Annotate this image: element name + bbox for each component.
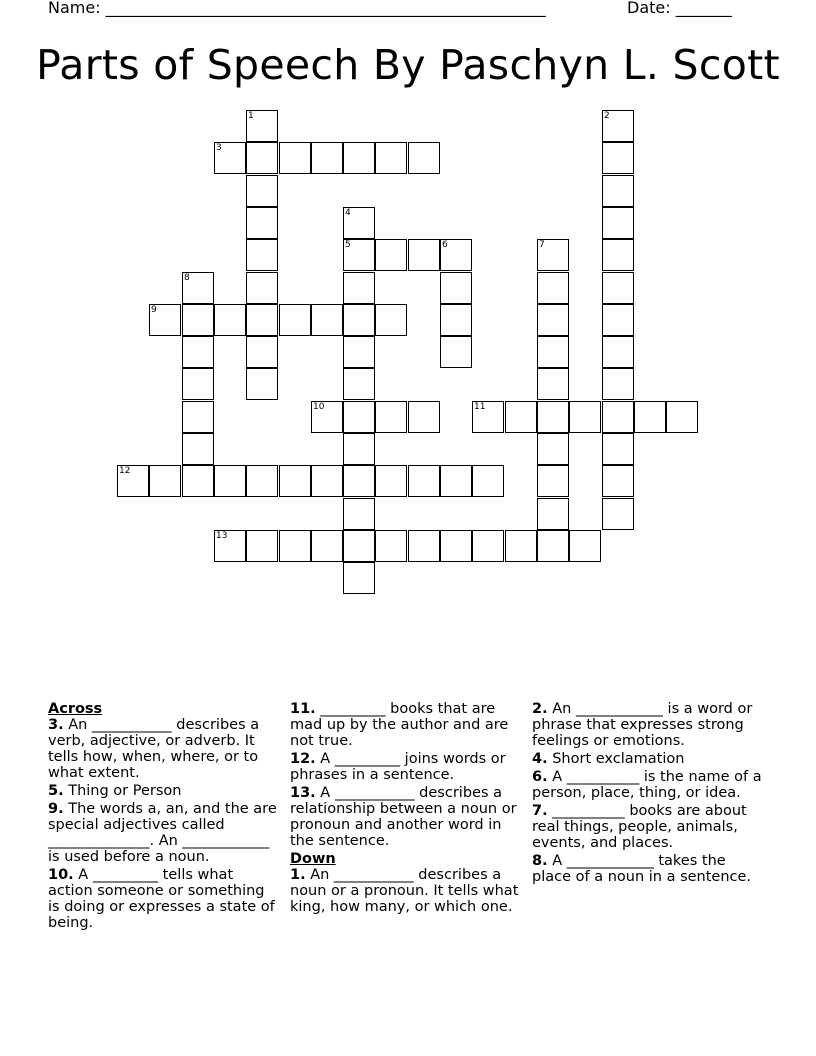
crossword-cell[interactable] — [343, 207, 375, 239]
crossword-cell[interactable] — [343, 562, 375, 594]
crossword-cell[interactable] — [602, 272, 634, 304]
crossword-cell[interactable] — [279, 530, 311, 562]
crossword-cell[interactable] — [279, 304, 311, 336]
crossword-cell[interactable] — [408, 530, 440, 562]
crossword-cell[interactable] — [537, 498, 569, 530]
clue-text: A _________ tells what action someone or something is doing or expresses a state of being. — [48, 867, 275, 931]
date-field-label: Date: _______ — [627, 0, 732, 17]
crossword-cell[interactable] — [569, 401, 601, 433]
across-heading: Across — [48, 701, 103, 717]
crossword-cell[interactable] — [246, 207, 278, 239]
down-clue-1 — [290, 867, 522, 915]
crossword-cell[interactable] — [149, 304, 181, 336]
crossword-cell[interactable] — [569, 530, 601, 562]
cell-number: 8 — [184, 273, 190, 283]
cell-number: 1 — [248, 111, 254, 121]
crossword-cell[interactable] — [246, 175, 278, 207]
crossword-cell[interactable] — [440, 530, 472, 562]
clue-number: 10. — [48, 867, 74, 883]
name-field-label: Name: _______________________________________________________ — [48, 0, 546, 17]
crossword-cell[interactable] — [602, 465, 634, 497]
clue-text: An ___________ describes a noun or a pronoun. It tells what king, how many, or which one. — [290, 867, 519, 915]
clue-number: 8. — [532, 853, 548, 869]
crossword-cell[interactable] — [246, 272, 278, 304]
crossword-cell[interactable] — [602, 336, 634, 368]
clue-text: A __________ is the name of a person, place, thing, or idea. — [532, 769, 762, 801]
crossword-cell[interactable] — [634, 401, 666, 433]
crossword-cell[interactable] — [149, 465, 181, 497]
down-heading: Down — [290, 851, 336, 867]
crossword-cell[interactable] — [375, 239, 407, 271]
crossword-cell[interactable] — [602, 304, 634, 336]
crossword-cell[interactable] — [343, 304, 375, 336]
clue-text: __________ books are about real things, people, animals, events, and places. — [532, 803, 747, 851]
crossword-cell[interactable] — [311, 304, 343, 336]
crossword-cell[interactable] — [666, 401, 698, 433]
across-clue-5 — [48, 783, 280, 799]
crossword-cell[interactable] — [408, 239, 440, 271]
crossword-cell[interactable] — [537, 239, 569, 271]
clue-text: _________ books that are mad up by the author and are not true. — [290, 701, 509, 749]
crossword-cell[interactable] — [602, 498, 634, 530]
crossword-cell[interactable] — [246, 142, 278, 174]
cell-number: 10 — [313, 402, 325, 412]
crossword-cell[interactable] — [408, 401, 440, 433]
crossword-cell[interactable] — [343, 239, 375, 271]
crossword-cell[interactable] — [246, 336, 278, 368]
crossword-cell[interactable] — [246, 304, 278, 336]
crossword-cell[interactable] — [440, 304, 472, 336]
clue-number: 11. — [290, 701, 316, 717]
across-clue-12 — [290, 751, 522, 783]
crossword-cell[interactable] — [537, 530, 569, 562]
down-clue-4 — [532, 751, 768, 767]
down-clue-7 — [532, 803, 768, 851]
across-clue-11 — [290, 701, 522, 749]
clue-text: A _________ joins words or phrases in a sentence. — [290, 751, 506, 783]
crossword-cell[interactable] — [375, 142, 407, 174]
cell-number: 11 — [474, 402, 486, 412]
crossword-cell[interactable] — [343, 465, 375, 497]
crossword-cell[interactable] — [440, 239, 472, 271]
clue-text: A ____________ takes the place of a noun in a sentence. — [532, 853, 752, 885]
crossword-cell[interactable] — [182, 304, 214, 336]
clue-text: A ___________ describes a relationship between a noun or pronoun and another word in the sentence. — [290, 785, 517, 849]
crossword-cell[interactable] — [602, 175, 634, 207]
cell-number: 5 — [345, 240, 351, 250]
crossword-cell[interactable] — [537, 368, 569, 400]
crossword-cell[interactable] — [602, 110, 634, 142]
down-clue-6 — [532, 769, 768, 801]
crossword-cell[interactable] — [182, 272, 214, 304]
cell-number: 6 — [442, 240, 448, 250]
crossword-cell[interactable] — [472, 401, 504, 433]
crossword-cell[interactable] — [246, 110, 278, 142]
cell-number: 2 — [604, 111, 610, 121]
crossword-cell[interactable] — [408, 465, 440, 497]
crossword-cell[interactable] — [505, 401, 537, 433]
clue-text: An ____________ is a word or phrase that expresses strong feelings or emotions. — [532, 701, 753, 749]
clue-number: 6. — [532, 769, 548, 785]
crossword-cell[interactable] — [182, 336, 214, 368]
across-clue-9 — [48, 801, 280, 865]
crossword-cell[interactable] — [311, 142, 343, 174]
crossword-cell[interactable] — [117, 465, 149, 497]
crossword-cell[interactable] — [537, 401, 569, 433]
crossword-cell[interactable] — [375, 304, 407, 336]
crossword-cell[interactable] — [182, 401, 214, 433]
clue-text: Short exclamation — [547, 751, 685, 767]
clue-number: 12. — [290, 751, 316, 767]
clue-text: Thing or Person — [63, 783, 182, 799]
crossword-cell[interactable] — [311, 401, 343, 433]
crossword-cell[interactable] — [602, 401, 634, 433]
clue-number: 2. — [532, 701, 548, 717]
clue-number: 9. — [48, 801, 64, 817]
crossword-cell[interactable] — [343, 498, 375, 530]
crossword-cell[interactable] — [311, 465, 343, 497]
cell-number: 3 — [216, 143, 222, 153]
crossword-cell[interactable] — [537, 304, 569, 336]
crossword-cell[interactable] — [602, 239, 634, 271]
crossword-cell[interactable] — [279, 142, 311, 174]
crossword-cell[interactable] — [214, 142, 246, 174]
across-clue-3 — [48, 717, 280, 781]
crossword-cell[interactable] — [537, 465, 569, 497]
crossword-cell[interactable] — [246, 239, 278, 271]
down-clue-8 — [532, 853, 768, 885]
crossword-cell[interactable] — [408, 142, 440, 174]
crossword-cell[interactable] — [440, 336, 472, 368]
crossword-cell[interactable] — [343, 530, 375, 562]
cell-number: 9 — [151, 305, 157, 315]
crossword-cell[interactable] — [602, 368, 634, 400]
clue-column-2 — [290, 701, 522, 917]
cell-number: 12 — [119, 466, 131, 476]
crossword-cell[interactable] — [472, 530, 504, 562]
cell-number: 7 — [539, 240, 545, 250]
clue-number: 13. — [290, 785, 316, 801]
clue-text: The words a, an, and the are special adjectives called ______________. An ____________ is used before a noun. — [48, 801, 277, 865]
crossword-cell[interactable] — [311, 530, 343, 562]
crossword-cell[interactable] — [537, 433, 569, 465]
clue-number: 5. — [48, 783, 64, 799]
crossword-cell[interactable] — [246, 368, 278, 400]
crossword-cell[interactable] — [505, 530, 537, 562]
crossword-cell[interactable] — [279, 465, 311, 497]
crossword-cell[interactable] — [375, 530, 407, 562]
crossword-cell[interactable] — [343, 368, 375, 400]
clue-number: 7. — [532, 803, 548, 819]
crossword-cell[interactable] — [182, 433, 214, 465]
crossword-cell[interactable] — [343, 401, 375, 433]
crossword-cell[interactable] — [246, 465, 278, 497]
cell-number: 4 — [345, 208, 351, 218]
down-clue-2 — [532, 701, 768, 749]
clue-column-3 — [532, 701, 768, 887]
clue-number: 4. — [532, 751, 548, 767]
crossword-cell[interactable] — [214, 304, 246, 336]
crossword-cell[interactable] — [602, 142, 634, 174]
clue-column-1 — [48, 701, 280, 933]
crossword-cell[interactable] — [214, 465, 246, 497]
crossword-cell[interactable] — [537, 336, 569, 368]
crossword-cell[interactable] — [602, 207, 634, 239]
clue-text: An ___________ describes a verb, adjective, or adverb. It tells how, when, where, or to what extent. — [48, 717, 260, 781]
crossword-cell[interactable] — [602, 433, 634, 465]
crossword-cell[interactable] — [343, 142, 375, 174]
crossword-cell[interactable] — [375, 401, 407, 433]
clue-number: 1. — [290, 867, 306, 883]
cell-number: 13 — [216, 531, 228, 541]
crossword-cell[interactable] — [182, 465, 214, 497]
crossword-cell[interactable] — [343, 336, 375, 368]
crossword-cell[interactable] — [182, 368, 214, 400]
crossword-cell[interactable] — [472, 465, 504, 497]
crossword-cell[interactable] — [343, 433, 375, 465]
crossword-cell[interactable] — [343, 272, 375, 304]
across-clue-13 — [290, 785, 522, 849]
crossword-cell[interactable] — [246, 530, 278, 562]
crossword-cell[interactable] — [214, 530, 246, 562]
crossword-cell[interactable] — [440, 272, 472, 304]
clue-number: 3. — [48, 717, 64, 733]
across-clue-10 — [48, 867, 280, 931]
crossword-cell[interactable] — [537, 272, 569, 304]
page-title: Parts of Speech By Paschyn L. Scott — [36, 41, 780, 89]
crossword-cell[interactable] — [440, 465, 472, 497]
crossword-cell[interactable] — [375, 465, 407, 497]
